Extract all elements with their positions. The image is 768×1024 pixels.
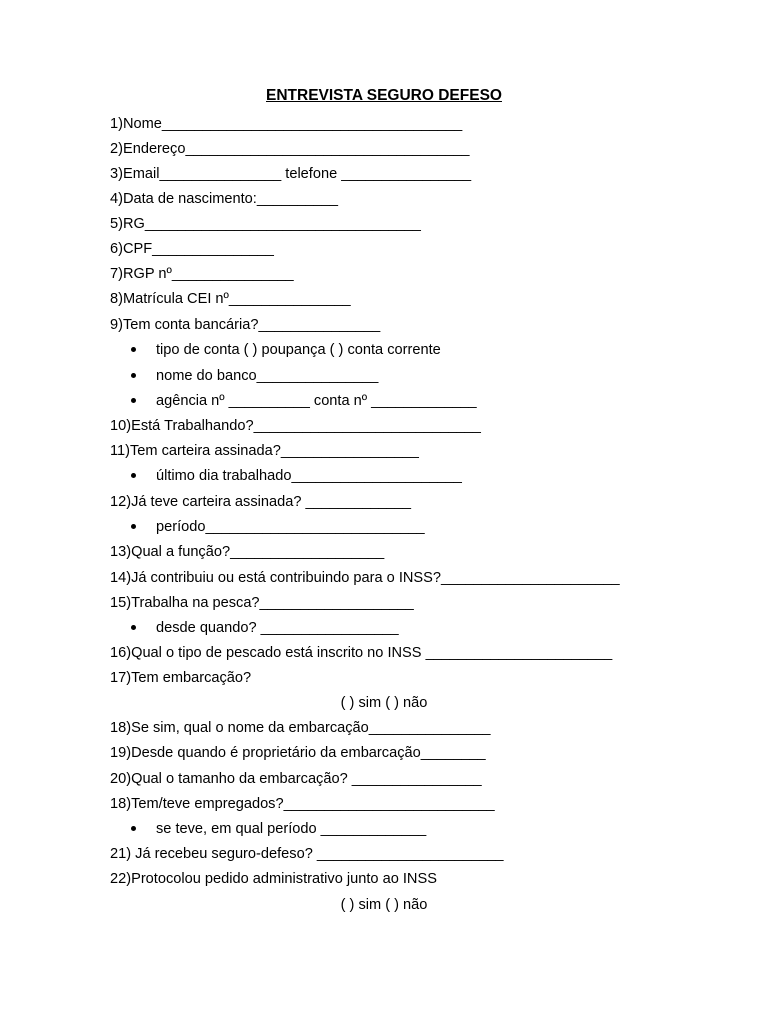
field-tipo-pescado: 16)Qual o tipo de pescado está inscrito no INSS _______________________ [110, 645, 613, 661]
field-periodo-empregados: se teve, em qual período _____________ [156, 821, 427, 837]
field-empregados: 18)Tem/teve empregados?__________________________ [110, 796, 495, 812]
field-protocolou-pedido: 22)Protocolou pedido administrativo junto ao INSS [110, 871, 437, 887]
field-conta-bancaria: 9)Tem conta bancária?_______________ [110, 317, 381, 333]
field-nome-embarcacao: 18)Se sim, qual o nome da embarcação_______________ [110, 720, 491, 736]
field-esta-trabalhando: 10)Está Trabalhando?____________________________ [110, 418, 481, 434]
field-tipo-conta: tipo de conta ( ) poupança ( ) conta corrente [156, 342, 441, 358]
field-contribuiu-inss: 14)Já contribuiu ou está contribuindo para o INSS?______________________ [110, 570, 620, 586]
bullet-icon [131, 524, 136, 529]
bullet-icon [131, 826, 136, 831]
document-title: ENTREVISTA SEGURO DEFESO [266, 87, 502, 104]
field-rg: 5)RG__________________________________ [110, 216, 421, 232]
field-agencia-conta: agência nº __________ conta nº _____________ [156, 393, 477, 409]
field-endereco: 2)Endereço___________________________________ [110, 141, 470, 157]
bullet-icon [131, 398, 136, 403]
field-rgp: 7)RGP nº_______________ [110, 266, 294, 282]
field-nome-banco: nome do banco_______________ [156, 368, 379, 384]
field-data-nascimento: 4)Data de nascimento:__________ [110, 191, 338, 207]
bullet-icon [131, 373, 136, 378]
field-carteira-assinada: 11)Tem carteira assinada?_________________ [110, 443, 419, 459]
field-tamanho-embarcacao: 20)Qual o tamanho da embarcação? ________________ [110, 771, 482, 787]
field-funcao: 13)Qual a função?___________________ [110, 544, 385, 560]
bullet-icon [131, 625, 136, 630]
field-matricula-cei: 8)Matrícula CEI nº_______________ [110, 291, 351, 307]
field-periodo: período___________________________ [156, 519, 425, 535]
field-teve-carteira: 12)Já teve carteira assinada? _____________ [110, 494, 412, 510]
bullet-icon [131, 347, 136, 352]
field-email-telefone: 3)Email_______________ telefone ________________ [110, 166, 472, 182]
option-sim-nao: ( ) sim ( ) não [340, 897, 428, 913]
field-ultimo-dia: último dia trabalhado_____________________ [156, 468, 462, 484]
bullet-icon [131, 473, 136, 478]
field-recebeu-seguro: 21) Já recebeu seguro-defeso? _______________________ [110, 846, 504, 862]
field-desde-quando: desde quando? _________________ [156, 620, 399, 636]
field-cpf: 6)CPF_______________ [110, 241, 274, 257]
field-trabalha-pesca: 15)Trabalha na pesca?___________________ [110, 595, 414, 611]
option-sim-nao: ( ) sim ( ) não [340, 695, 428, 711]
field-nome: 1)Nome_____________________________________ [110, 116, 463, 132]
field-tem-embarcacao: 17)Tem embarcação? [110, 670, 252, 686]
field-proprietario-desde: 19)Desde quando é proprietário da embarcação________ [110, 745, 486, 761]
